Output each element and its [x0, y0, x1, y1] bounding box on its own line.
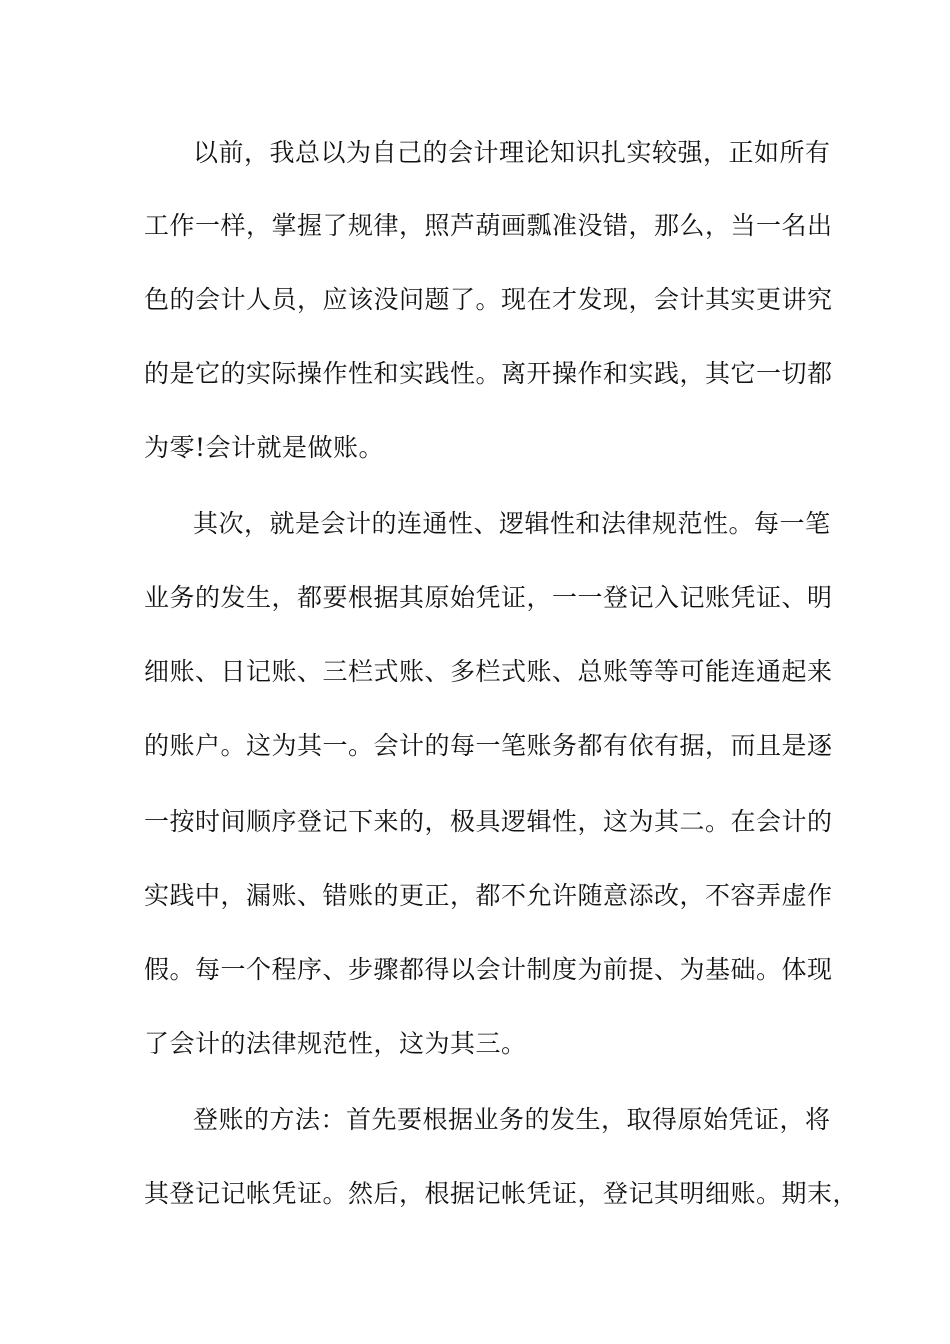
- paragraph-1-line-1: 以前，我总以为自己的会计理论知识扎实较强，正如所有: [193, 138, 831, 167]
- paragraph-2-line-7: 假。每一个程序、步骤都得以会计制度为前提、为基础。体现: [144, 955, 833, 984]
- paragraph-2-line-4: 的账户。这为其一。会计的每一笔账务都有依有据，而且是逐: [144, 731, 833, 760]
- paragraph-1-line-2: 工作一样，掌握了规律，照芦葫画瓢准没错，那么，当一名出: [144, 211, 833, 240]
- paragraph-2-line-2: 业务的发生，都要根据其原始凭证，一一登记入记账凭证、明: [144, 583, 833, 612]
- paragraph-1-line-4: 的是它的实际操作性和实践性。离开操作和实践，其它一切都: [144, 359, 833, 388]
- paragraph-3-line-1: 登账的方法：首先要根据业务的发生，取得原始凭证，将: [193, 1105, 831, 1134]
- paragraph-2-line-6: 实践中，漏账、错账的更正，都不允许随意添改，不容弄虚作: [144, 881, 833, 910]
- paragraph-3-line-2: 其登记记帐凭证。然后，根据记帐凭证，登记其明细账。期末，: [144, 1179, 859, 1208]
- paragraph-1-line-3: 色的会计人员，应该没问题了。现在才发现，会计其实更讲究: [144, 285, 833, 314]
- paragraph-1-line-5: 为零!会计就是做账。: [144, 433, 385, 462]
- paragraph-2-line-8: 了会计的法律规范性，这为其三。: [144, 1029, 527, 1058]
- paragraph-2-line-5: 一按时间顺序登记下来的，极具逻辑性，这为其二。在会计的: [144, 807, 833, 836]
- paragraph-2-line-1: 其次，就是会计的连通性、逻辑性和法律规范性。每一笔: [193, 509, 831, 538]
- paragraph-2-line-3: 细账、日记账、三栏式账、多栏式账、总账等等可能连通起来: [144, 657, 833, 686]
